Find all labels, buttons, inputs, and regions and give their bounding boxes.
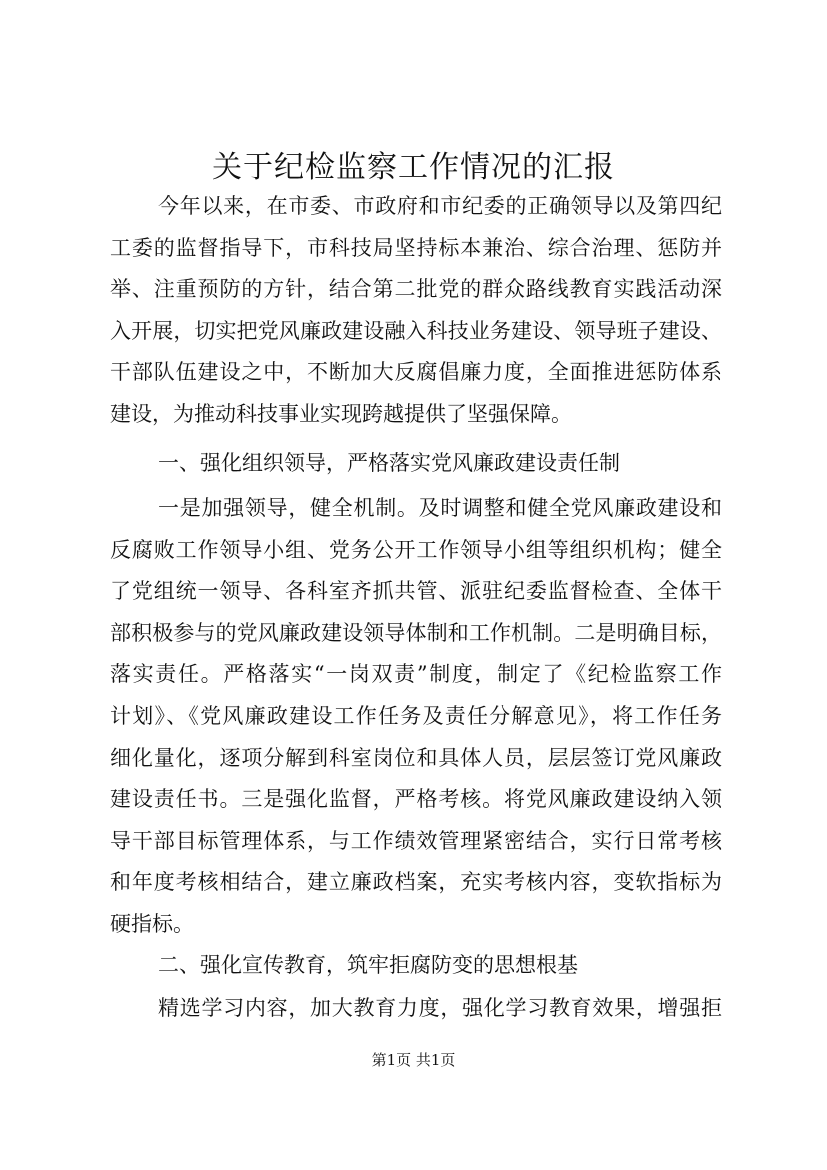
paragraph-line: 干部队伍建设之中，不断加大反腐倡廉力度，全面推进惩防体系 xyxy=(110,360,722,385)
paragraph-line: 入开展，切实把党风廉政建设融入科技业务建设、领导班子建设、 xyxy=(110,318,722,343)
paragraph-line: 导干部目标管理体系，与工作绩效管理紧密结合，实行日常考核 xyxy=(110,828,722,853)
paragraph-line: 细化量化，逐项分解到科室岗位和具体人员，层层签订党风廉政 xyxy=(110,745,722,770)
page-footer: 第1页 共1页 xyxy=(371,1051,456,1069)
paragraph-line: 计划》、《党风廉政建设工作任务及责任分解意见》，将工作任务 xyxy=(110,704,722,728)
section-heading: 一、强化组织领导，严格落实党风廉政建设责任制 xyxy=(158,451,620,475)
section-heading: 二、强化宣传教育，筑牢拒腐防变的思想根基 xyxy=(158,953,578,977)
paragraph-line: 落实责任。严格落实“一岗双责”制度，制定了《纪检监察工作 xyxy=(110,662,722,687)
paragraph-line: 建设责任书。三是强化监督，严格考核。将党风廉政建设纳入领 xyxy=(110,787,722,812)
paragraph-line: 举、注重预防的方针，结合第二批党的群众路线教育实践活动深 xyxy=(110,277,722,302)
paragraph-line: 今年以来，在市委、市政府和市纪委的正确领导以及第四纪 xyxy=(158,194,722,218)
paragraph-line: 一是加强领导，健全机制。及时调整和健全党风廉政建设和 xyxy=(158,496,722,520)
paragraph-line: 反腐败工作领导小组、党务公开工作领导小组等组织机构；健全 xyxy=(110,537,722,562)
paragraph-line: 建设，为推动科技事业实现跨越提供了坚强保障。 xyxy=(110,402,572,426)
paragraph-line: 精选学习内容，加大教育力度，强化学习教育效果，增强拒 xyxy=(158,996,722,1020)
paragraph-line: 和年度考核相结合，建立廉政档案，充实考核内容，变软指标为 xyxy=(110,870,722,895)
paragraph-line: 部积极参与的党风廉政建设领导体制和工作机制。二是明确目标， xyxy=(110,620,722,645)
paragraph-line: 工委的监督指导下，市科技局坚持标本兼治、综合治理、惩防并 xyxy=(110,235,722,260)
paragraph-line: 硬指标。 xyxy=(110,912,194,936)
paragraph-line: 了党组统一领导、各科室齐抓共管、派驻纪委监督检查、全体干 xyxy=(110,579,722,604)
document-title: 关于纪检监察工作情况的汇报 xyxy=(212,150,615,185)
